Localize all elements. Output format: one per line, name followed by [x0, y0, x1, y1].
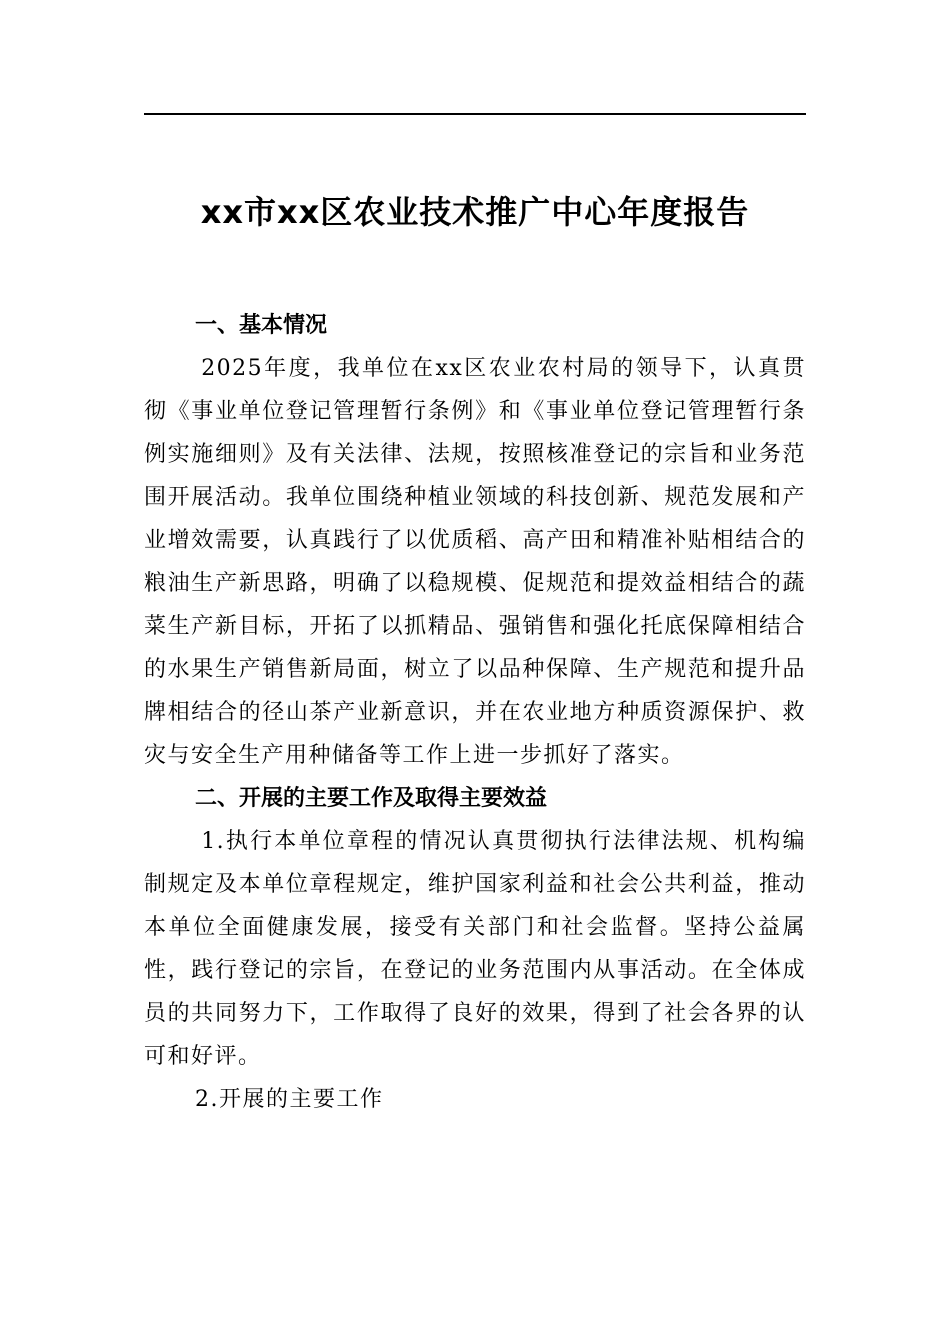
document-body [144, 304, 806, 1121]
section-heading-main-work: 二、开展的主要工作及取得主要效益 [195, 786, 548, 811]
header-rule [144, 113, 806, 115]
document-title: xx市xx区农业技术推广中心年度报告 [200, 193, 750, 231]
section-heading-basic-info: 一、基本情况 [195, 313, 328, 338]
section-paragraph-basic-info: 2025年度，我单位在xx区农业农村局的领导下，认真贯彻《事业单位登记管理暂行条例》和《事业单位登记管理暂行条例实施细则》及有关法律、法规，按照核准登记的宗旨和业务范围开展活动。我单位围绕种植业领域的科技创新、规范发展和产业增效需要，认真践行了以优质稻、高产田和精准补贴相结合的粮油生产新思路，明确了以稳规模、促规范和提效益相结合的蔬菜生产新目标，开拓了以抓精品、强销售和强化托底保障相结合的水果生产销售新局面，树立了以品种保障、生产规范和提升品牌相结合的径山茶产业新意识，并在农业地方种质资源保护、救灾与安全生产用种储备等工作上进一步抓好了落实。 [144, 356, 806, 768]
section-paragraph-charter: 1.执行本单位章程的情况认真贯彻执行法律法规、机构编制规定及本单位章程规定，维护国家利益和社会公共利益，推动本单位全面健康发展，接受有关部门和社会监督。坚持公益属性，践行登记的宗旨，在登记的业务范围内从事活动。在全体成员的共同努力下，工作取得了良好的效果，得到了社会各界的认可和好评。 [144, 829, 806, 1069]
subheading-main-work: 2.开展的主要工作 [195, 1087, 384, 1112]
